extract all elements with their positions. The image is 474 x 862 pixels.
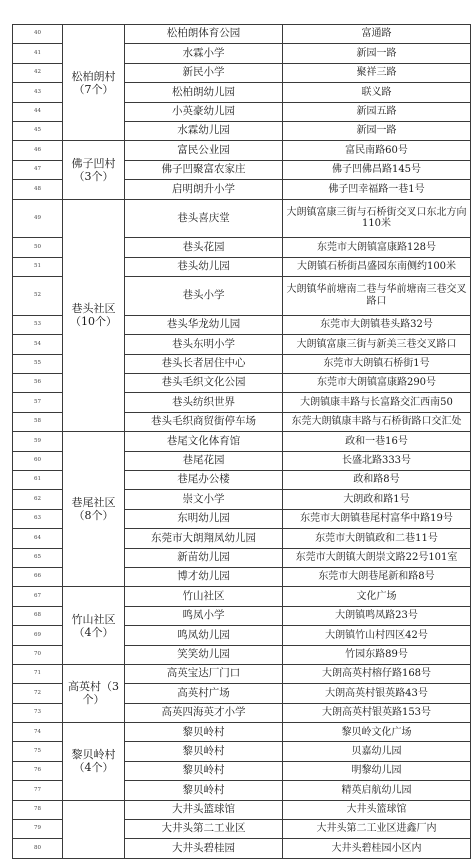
row-number: 44 [13, 102, 63, 121]
row-number: 52 [13, 277, 63, 316]
site-name-cell: 笑笑幼儿园 [125, 645, 283, 664]
site-address-cell: 东莞市大朗镇巷尾村富华中路19号 [283, 509, 471, 528]
site-address-cell: 新园一路 [283, 121, 471, 140]
site-address-cell: 佛子凹幸福路一巷1号 [283, 180, 471, 199]
site-address-cell: 大井头第二工业区进鑫厂内 [283, 820, 471, 839]
site-address-cell: 长盛北路333号 [283, 451, 471, 470]
site-name-cell: 竹山社区 [125, 587, 283, 606]
site-name-cell: 鸣凤小学 [125, 606, 283, 625]
village-cell: 黎贝岭村（4个） [63, 723, 125, 801]
row-number: 47 [13, 160, 63, 179]
row-number: 71 [13, 664, 63, 683]
row-number: 73 [13, 703, 63, 722]
site-name-cell: 松柏朗体育公园 [125, 25, 283, 44]
row-number: 65 [13, 548, 63, 567]
site-address-cell: 东莞市大朗镇大朗崇文路22号101室 [283, 548, 471, 567]
site-address-cell: 大朗镇富康三街与石桥街交叉口东北方向110米 [283, 199, 471, 238]
site-name-cell: 水霖幼儿园 [125, 121, 283, 140]
row-number: 42 [13, 63, 63, 82]
site-name-cell: 巷头毛织文化公园 [125, 374, 283, 393]
site-address-cell: 东莞市大朗镇石桥街1号 [283, 354, 471, 373]
row-number: 53 [13, 315, 63, 334]
table-row [13, 664, 471, 683]
village-cell: 松柏朗村（7个） [63, 25, 125, 141]
site-name-cell: 黎贝岭村 [125, 781, 283, 800]
site-name-cell: 富民公业园 [125, 141, 283, 160]
site-address-cell: 大朗镇富康三街与新美三巷交叉路口 [283, 335, 471, 354]
site-address-cell: 富民南路60号 [283, 141, 471, 160]
table-row [13, 199, 471, 238]
village-cell: 高英村（3个） [63, 664, 125, 722]
row-number: 58 [13, 412, 63, 431]
row-number: 78 [13, 800, 63, 819]
row-number: 41 [13, 44, 63, 63]
village-cell: 佛子凹村（3个） [63, 141, 125, 199]
site-name-cell: 松柏朗幼儿园 [125, 83, 283, 102]
site-address-cell: 东莞市大朗巷尾新和路8号 [283, 567, 471, 586]
site-name-cell: 巷头喜庆堂 [125, 199, 283, 238]
row-number: 45 [13, 121, 63, 140]
site-address-cell: 富通路 [283, 25, 471, 44]
row-number: 57 [13, 393, 63, 412]
site-name-cell: 巷尾文化体育馆 [125, 432, 283, 451]
site-address-cell: 黎贝岭文化广场 [283, 723, 471, 742]
table-row [13, 25, 471, 44]
row-number: 63 [13, 509, 63, 528]
site-name-cell: 巷头花园 [125, 238, 283, 257]
site-address-cell: 聚祥三路 [283, 63, 471, 82]
row-number: 55 [13, 354, 63, 373]
village-cell: 竹山社区（4个） [63, 587, 125, 665]
site-name-cell: 东莞市大朗翔凤幼儿园 [125, 529, 283, 548]
row-number: 72 [13, 684, 63, 703]
site-name-cell: 巷头东明小学 [125, 335, 283, 354]
row-number: 70 [13, 645, 63, 664]
row-number: 59 [13, 432, 63, 451]
site-name-cell: 黎贝岭村 [125, 761, 283, 780]
site-address-cell: 大朗镇华前塘南二巷与华前塘南三巷交叉路口 [283, 277, 471, 316]
row-number: 79 [13, 820, 63, 839]
site-address-cell: 新园五路 [283, 102, 471, 121]
site-address-cell: 大朗高英村银英路153号 [283, 703, 471, 722]
row-number: 62 [13, 490, 63, 509]
row-number: 54 [13, 335, 63, 354]
site-name-cell: 高英宝达厂门口 [125, 664, 283, 683]
site-address-cell: 东莞市大朗镇巷头路32号 [283, 315, 471, 334]
site-address-cell: 联义路 [283, 83, 471, 102]
site-name-cell: 巷头长者居住中心 [125, 354, 283, 373]
row-number: 60 [13, 451, 63, 470]
row-number: 64 [13, 529, 63, 548]
site-address-cell: 大朗镇石桥街昌盛园东南侧约100米 [283, 257, 471, 276]
site-address-cell: 大朗高英村银英路43号 [283, 684, 471, 703]
row-number: 75 [13, 742, 63, 761]
row-number: 66 [13, 567, 63, 586]
site-name-cell: 巷头华龙幼儿园 [125, 315, 283, 334]
site-name-cell: 新苗幼儿园 [125, 548, 283, 567]
table-row [13, 432, 471, 451]
row-number: 69 [13, 626, 63, 645]
row-number: 50 [13, 238, 63, 257]
row-number: 56 [13, 374, 63, 393]
site-name-cell: 巷头纺织世界 [125, 393, 283, 412]
site-name-cell: 新民小学 [125, 63, 283, 82]
row-number: 77 [13, 781, 63, 800]
site-address-cell: 大朗镇康丰路与长富路交汇西南50 [283, 393, 471, 412]
table-row [13, 723, 471, 742]
site-name-cell: 佛子凹聚富农家庄 [125, 160, 283, 179]
site-name-cell: 博才幼儿园 [125, 567, 283, 586]
site-name-cell: 崇文小学 [125, 490, 283, 509]
site-name-cell: 大井头篮球馆 [125, 800, 283, 819]
site-address-cell: 政和一巷16号 [283, 432, 471, 451]
site-name-cell: 高英四海英才小学 [125, 703, 283, 722]
row-number: 80 [13, 839, 63, 858]
site-address-cell: 大井头碧桂园小区内 [283, 839, 471, 858]
site-name-cell: 大井头碧桂园 [125, 839, 283, 858]
row-number: 40 [13, 25, 63, 44]
row-number: 74 [13, 723, 63, 742]
village-cell: 巷头社区（10个） [63, 199, 125, 432]
site-name-cell: 巷尾花园 [125, 451, 283, 470]
vaccination-site-table-page [12, 24, 470, 858]
site-name-cell: 东明幼儿园 [125, 509, 283, 528]
site-address-cell: 大朗镇竹山村四区42号 [283, 626, 471, 645]
row-number: 51 [13, 257, 63, 276]
site-name-cell: 巷头幼儿园 [125, 257, 283, 276]
site-address-cell: 大朗高英村榕仔路168号 [283, 664, 471, 683]
site-address-cell: 大朗政和路1号 [283, 490, 471, 509]
site-address-cell: 大朗镇鸣凤路23号 [283, 606, 471, 625]
site-address-cell: 东莞市大朗镇富康路128号 [283, 238, 471, 257]
site-address-cell: 东莞市大朗镇富康路290号 [283, 374, 471, 393]
site-address-cell: 东莞大朗镇康丰路与石桥街路口交汇处 [283, 412, 471, 431]
row-number: 49 [13, 199, 63, 238]
site-name-cell: 鸣凤幼儿园 [125, 626, 283, 645]
site-name-cell: 高英村广场 [125, 684, 283, 703]
site-address-cell: 明黎幼儿园 [283, 761, 471, 780]
site-address-cell: 贝嘉幼儿园 [283, 742, 471, 761]
row-number: 43 [13, 83, 63, 102]
site-address-cell: 大井头篮球馆 [283, 800, 471, 819]
site-name-cell: 巷头毛织商贸街停车场 [125, 412, 283, 431]
site-address-cell: 佛子凹佛昌路145号 [283, 160, 471, 179]
row-number: 46 [13, 141, 63, 160]
row-number: 48 [13, 180, 63, 199]
site-name-cell: 巷头小学 [125, 277, 283, 316]
site-name-cell: 启明朗升小学 [125, 180, 283, 199]
site-address-cell: 文化广场 [283, 587, 471, 606]
site-name-cell: 巷尾办公楼 [125, 470, 283, 489]
row-number: 61 [13, 470, 63, 489]
site-name-cell: 小英豪幼儿园 [125, 102, 283, 121]
site-address-cell: 精英启航幼儿园 [283, 781, 471, 800]
site-name-cell: 黎贝岭村 [125, 723, 283, 742]
site-name-cell: 水霖小学 [125, 44, 283, 63]
row-number: 67 [13, 587, 63, 606]
village-cell: 巷尾社区（8个） [63, 432, 125, 587]
site-address-cell: 政和路8号 [283, 470, 471, 489]
site-table [12, 24, 471, 859]
site-address-cell: 新园一路 [283, 44, 471, 63]
table-row [13, 141, 471, 160]
table-row [13, 800, 471, 819]
site-address-cell: 东莞市大朗镇政和二巷11号 [283, 529, 471, 548]
site-name-cell: 大井头第二工业区 [125, 820, 283, 839]
village-cell [63, 800, 125, 858]
table-row [13, 587, 471, 606]
site-table-body [13, 25, 471, 859]
row-number: 68 [13, 606, 63, 625]
site-name-cell: 黎贝岭村 [125, 742, 283, 761]
row-number: 76 [13, 761, 63, 780]
site-address-cell: 竹园东路89号 [283, 645, 471, 664]
